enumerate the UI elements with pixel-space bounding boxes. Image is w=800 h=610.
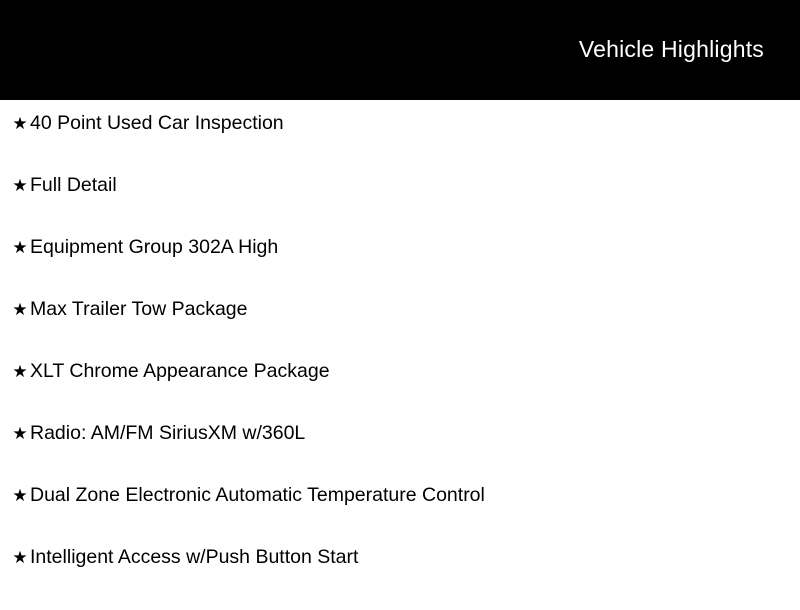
list-item bbox=[0, 486, 800, 548]
star-icon: ★ bbox=[12, 548, 28, 567]
star-icon: ★ bbox=[12, 362, 28, 381]
star-icon: ★ bbox=[12, 424, 28, 443]
highlight-label: Max Trailer Tow Package bbox=[30, 298, 248, 320]
highlight-label: Full Detail bbox=[30, 174, 117, 196]
star-icon: ★ bbox=[12, 300, 28, 319]
highlight-label: XLT Chrome Appearance Package bbox=[30, 360, 330, 382]
star-icon: ★ bbox=[12, 114, 28, 133]
list-item bbox=[0, 548, 800, 610]
header-bar bbox=[0, 0, 800, 100]
list-item bbox=[0, 362, 800, 424]
list-item bbox=[0, 300, 800, 362]
highlight-label: Intelligent Access w/Push Button Start bbox=[30, 546, 359, 568]
highlight-label: Radio: AM/FM SiriusXM w/360L bbox=[30, 422, 306, 444]
highlight-label: Equipment Group 302A High bbox=[30, 236, 279, 258]
highlight-label: Dual Zone Electronic Automatic Temperature Control bbox=[30, 484, 485, 506]
list-item bbox=[0, 238, 800, 300]
star-icon: ★ bbox=[12, 176, 28, 195]
list-item bbox=[0, 424, 800, 486]
highlight-label: 40 Point Used Car Inspection bbox=[30, 112, 284, 134]
star-icon: ★ bbox=[12, 238, 28, 257]
star-icon: ★ bbox=[12, 486, 28, 505]
highlights-list bbox=[0, 100, 800, 610]
page-title: Vehicle Highlights bbox=[578, 35, 764, 62]
list-item bbox=[0, 176, 800, 238]
list-item bbox=[0, 114, 800, 176]
